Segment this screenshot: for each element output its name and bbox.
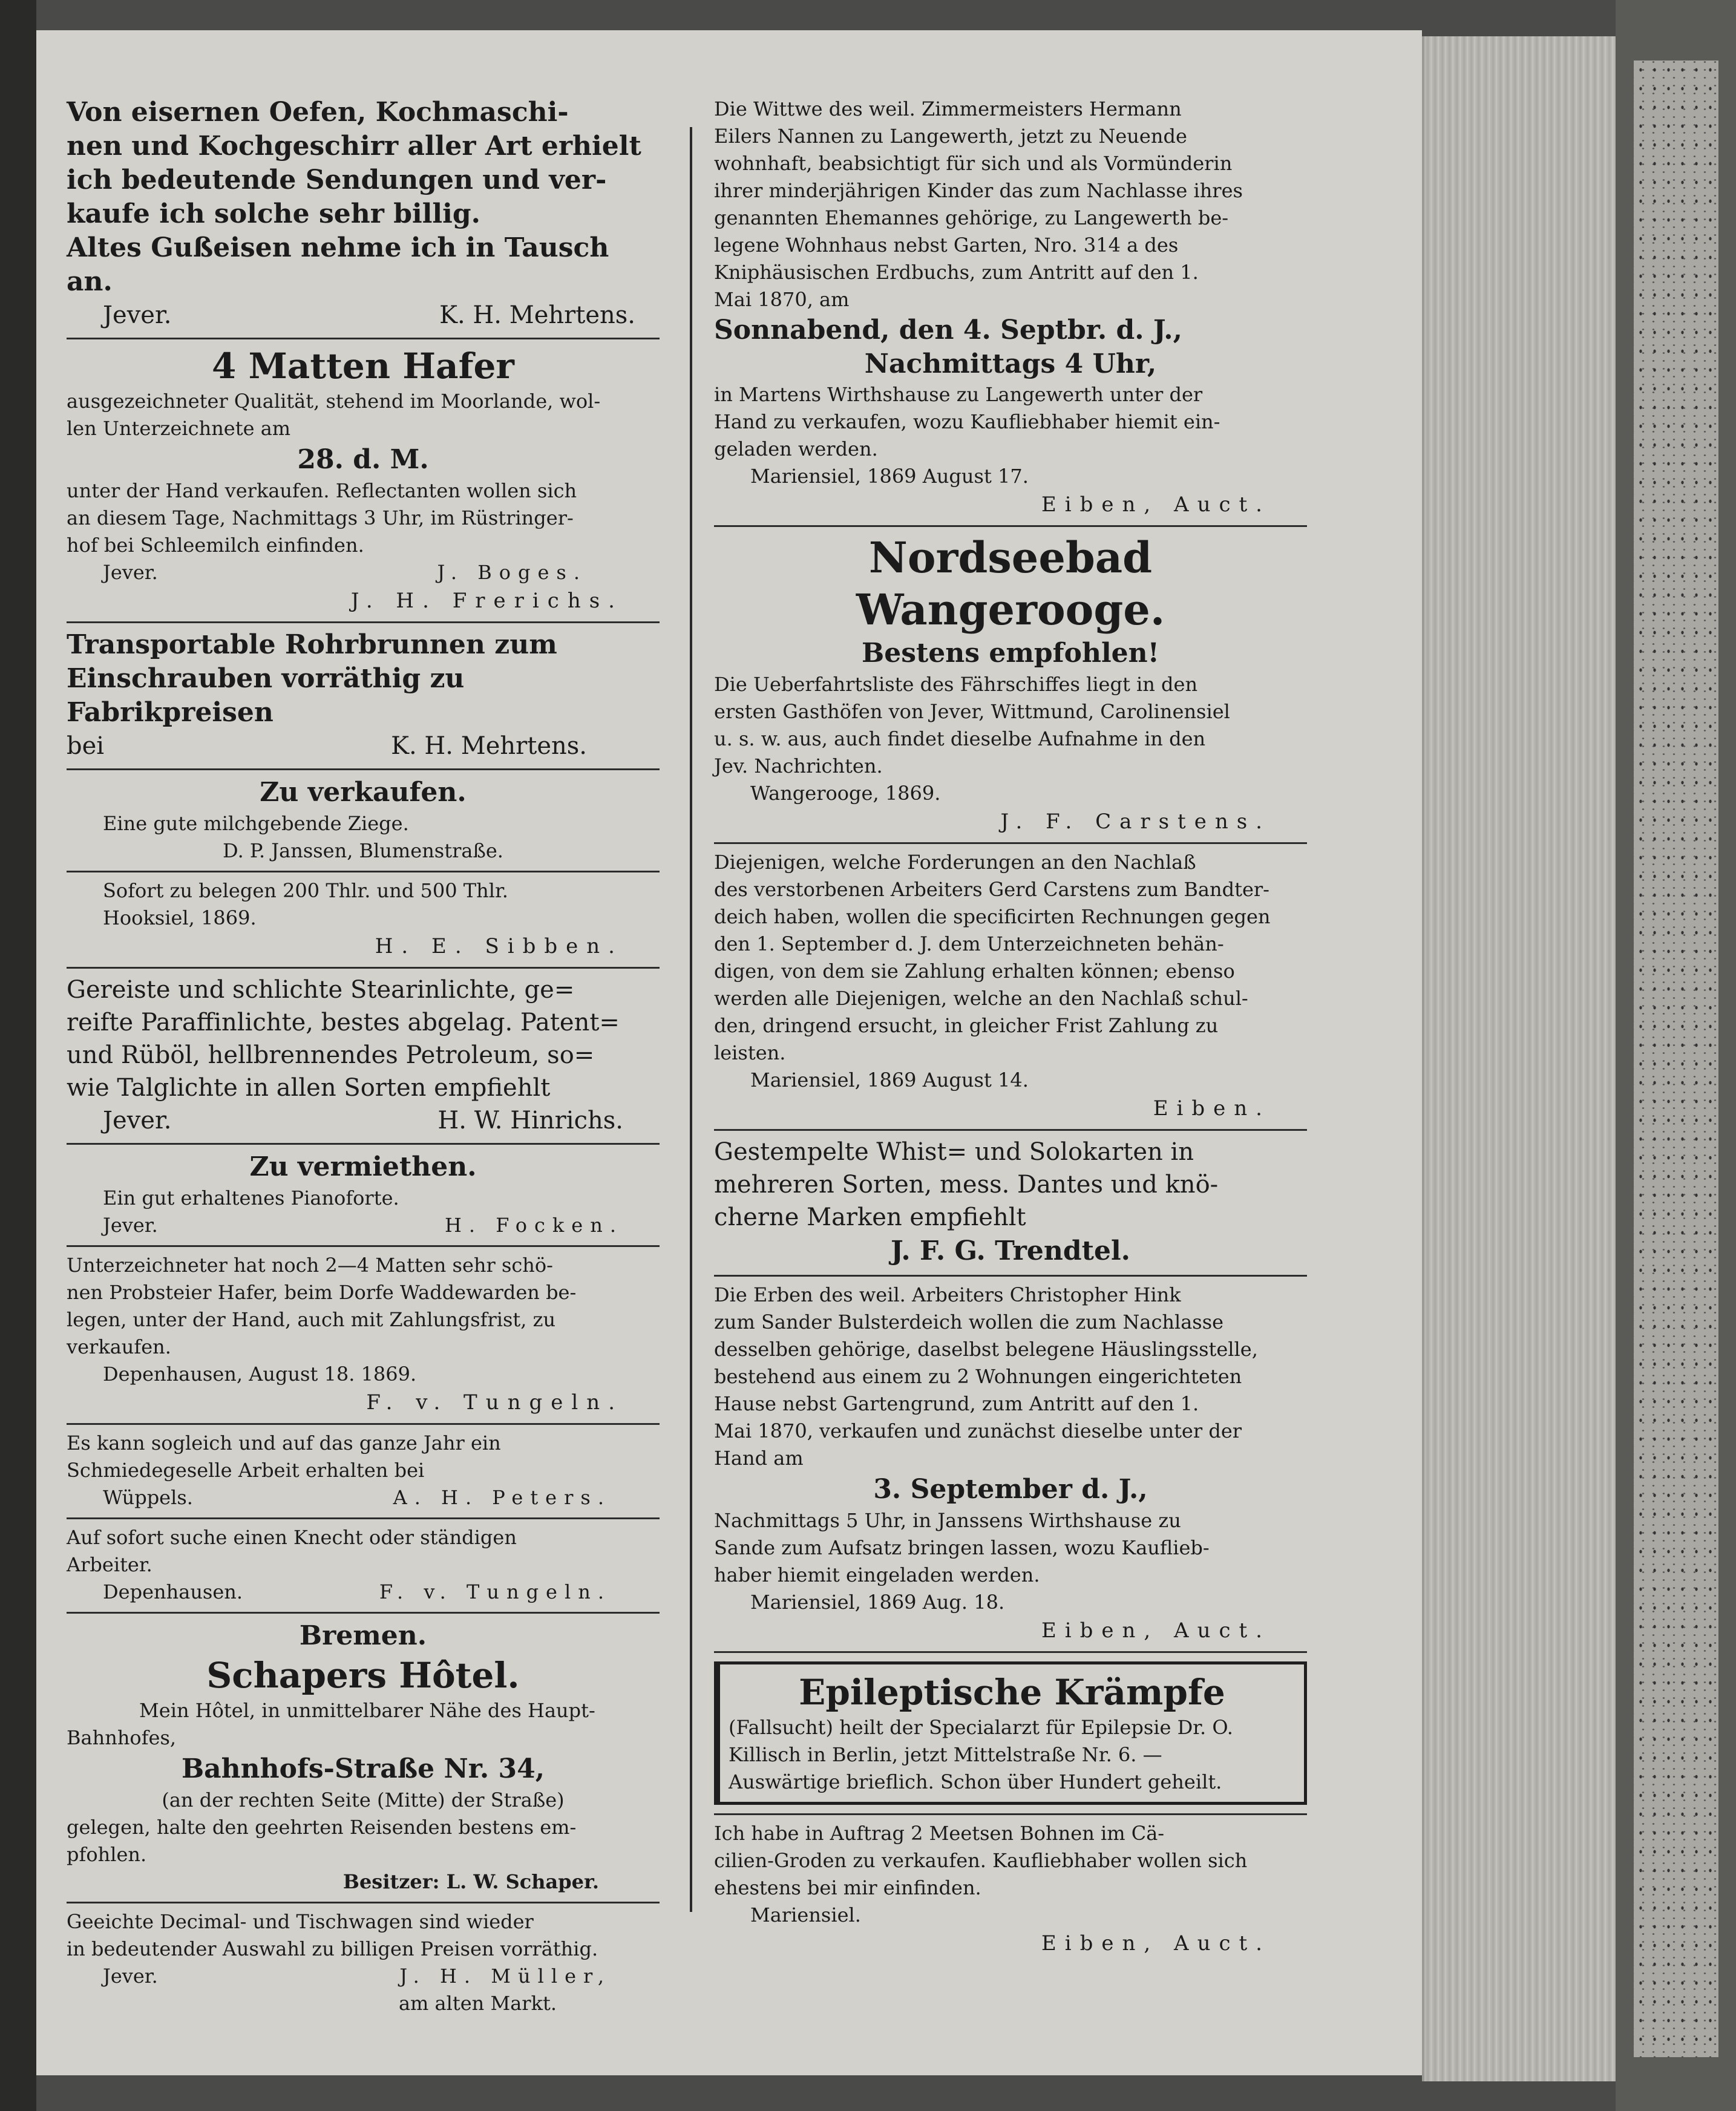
ad-beans: Ich habe in Auftrag 2 Meetsen Bohnen im Cä- cilien-Groden zu verkaufen. Kaufliebhaber wollen sich ehestens bei mir einfinden. Mariensiel. Eiben, Auct.	[714, 1813, 1307, 1964]
ad-playing-cards: Gestempelte Whist= und Solokarten in mehreren Sorten, mess. Dantes und knö- cherne Marken empfiehlt J. F. G. Trendtel.	[714, 1131, 1307, 1277]
ad-loan: Sofort zu belegen 200 Thlr. und 500 Thlr. Hooksiel, 1869. H. E. Sibben.	[67, 872, 660, 969]
left-column	[67, 91, 660, 2023]
ad-scales: Geeichte Decimal- und Tischwagen sind wieder in bedeutender Auswahl zu billigen Preisen vorräthig. Jever. J. H. Müller, am alten Markt.	[67, 1910, 611, 2015]
ad-ovens: Von eisernen Oefen, Kochmaschi- nen und Kochgeschirr aller Art erhielt ich bedeutende Sendungen und ver- kaufe ich solche sehr billig. Altes Gußeisen nehme ich in Tausch an. Jever. K. H. Mehrtens.	[67, 91, 660, 339]
ad-servant: Auf sofort suche einen Knecht oder ständigen Arbeiter. Depenhausen. F. v. Tungeln.	[67, 1519, 660, 1614]
ad-oats-sale: Unterzeichneter hat noch 2—4 Matten sehr schö- nen Probsteier Hafer, beim Dorfe Waddewarden be- legen, unter der Hand, auch mit Zahlungsfrist, zu verkaufen. Depenhausen, August 18. 1869. F. v. Tungeln.	[67, 1247, 660, 1425]
ad-piano: Zu vermiethen. Ein gut erhaltenes Pianoforte. Jever. H. Focken.	[67, 1145, 660, 1247]
ad-candles: Gereiste und schlichte Stearinlichte, ge= reifte Paraffinlichte, bestes abgelag. Patent= und Rüböl, hellbrennendes Petroleum, so= wie Talglichte in allen Sorten empfiehlt Jever. H. W. Hinrichs.	[67, 969, 660, 1145]
ad-heirs-sale: Die Erben des weil. Arbeiters Christopher Hink zum Sander Bulsterdeich wollen die zum Nachlasse desselben gehörige, daselbst belegene Häuslingsstelle, bestehend aus einem zu 2 Wohnungen eingerichteten Hause nebst Gartengrund, zum Antritt auf den 1. Mai 1870, verkaufen und zunächst dieselbe unter der Hand am 3. September d. J., Nachmittags 5 Uhr, in Janssens Wirthshause zu Sande zum Aufsatz bringen lassen, wozu Kauflieb- haber hiemit eingeladen werden. Mariensiel, 1869 Aug. 18. Eiben, Auct.	[714, 1277, 1307, 1653]
ad-oats: 4 Matten Hafer ausgezeichneter Qualität, stehend im Moorlande, wol- len Unterzeichnete am 28. d. M. unter der Hand verkaufen. Reflectanten wollen sich an diesem Tage, Nachmittags 3 Uhr, im Rüstringer- hof bei Schleemilch einfinden. Jever. J. Boges. J. H. Frerichs.	[67, 339, 660, 623]
ad-epilepsy-box: Epileptische Krämpfe (Fallsucht) heilt der Specialarzt für Epilepsie Dr. O. Killisch in Berlin, jetzt Mittelstraße Nr. 6. — Auswärtige brieflich. Schon über Hundert geheilt.	[714, 1661, 1307, 1805]
book-gutter	[0, 0, 36, 2111]
book-cover	[1616, 0, 1736, 2111]
column-divider	[690, 127, 692, 1912]
ad-hotel: Bremen. Schapers Hôtel. Mein Hôtel, in unmittelbarer Nähe des Haupt- Bahnhofes, Bahnhofs-Straße Nr. 34, (an der rechten Seite (Mitte) der Straße) gelegen, halte den geehrten Reisenden bestens em- pfohlen. Besitzer: L. W. Schaper.	[67, 1614, 660, 1903]
right-column	[714, 91, 1307, 1964]
page-fore-edge	[1422, 36, 1618, 2081]
ad-goat: Zu verkaufen. Eine gute milchgebende Ziege. D. P. Janssen, Blumenstraße.	[67, 770, 660, 872]
ad-pipes: Transportable Rohrbrunnen zum Einschrauben vorräthig zu Fabrikpreisen bei K. H. Mehrtens.	[67, 623, 660, 770]
ad-wangerooge: Nordseebad Wangerooge. Bestens empfohlen! Die Ueberfahrtsliste des Fährschiffes liegt in den ersten Gasthöfen von Jever, Wittmund, Carolinensiel u. s. w. aus, auch findet dieselbe Aufnahme in den Jev. Nachrichten. Wangerooge, 1869. J. F. Carstens.	[714, 527, 1307, 844]
ad-heading: 4 Matten Hafer	[212, 345, 514, 387]
ad-smith: Es kann sogleich und auf das ganze Jahr ein Schmiedegeselle Arbeit erhalten bei Wüppels. A. H. Peters.	[67, 1425, 660, 1519]
ad-estate-claims: Diejenigen, welche Forderungen an den Nachlaß des verstorbenen Arbeiters Gerd Carstens zum Bandter- deich haben, wollen die specificirten Rechnungen gegen den 1. September d. J. dem Unterzeichneten behän- digen, von dem sie Zahlung erhalten können; ebenso werden alle Diejenigen, welche an den Nachlaß schul- den, dringend ersucht, in gleicher Frist Zahlung zu leisten. Mariensiel, 1869 August 14. Eiben.	[714, 844, 1307, 1131]
ad-house-sale: Die Wittwe des weil. Zimmermeisters Hermann Eilers Nannen zu Langewerth, jetzt zu Neuende wohnhaft, beabsichtigt für sich und als Vormünderin ihrer minderjährigen Kinder das zum Nachlasse ihres genannten Ehemannes gehörige, zu Langewerth be- legene Wohnhaus nebst Garten, Nro. 314 a des Kniphäusischen Erdbuchs, zum Antritt auf den 1. Mai 1870, am Sonnabend, den 4. Septbr. d. J., Nachmittags 4 Uhr, in Martens Wirthshause zu Langewerth unter der Hand zu verkaufen, wozu Kaufliebhaber hiemit ein- geladen werden. Mariensiel, 1869 August 17. Eiben, Auct.	[714, 91, 1307, 527]
ad-signature-row: Jever. K. H. Mehrtens.	[103, 301, 635, 329]
